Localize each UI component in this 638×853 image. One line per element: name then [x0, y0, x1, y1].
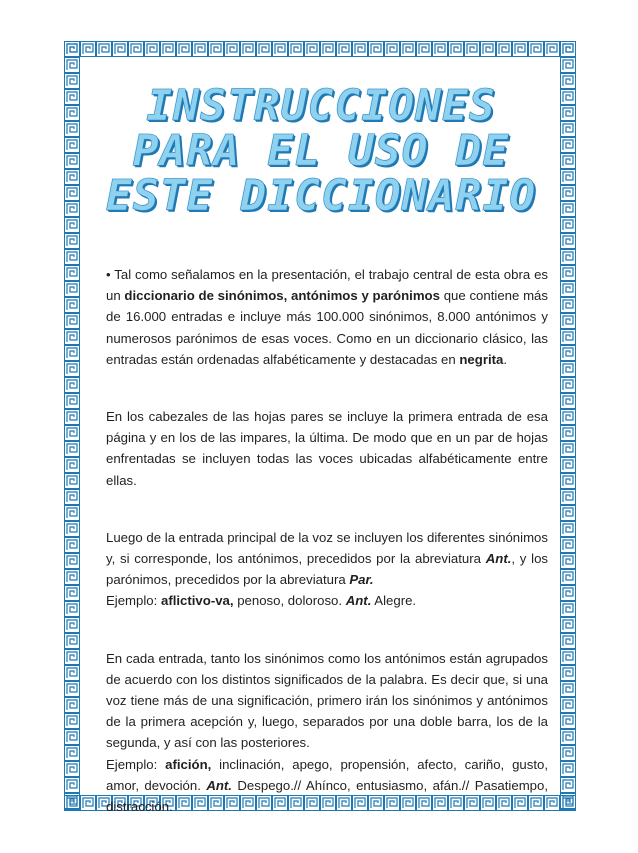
greek-key-border-top: [64, 41, 576, 57]
example-word: aflictivo-va,: [160, 593, 234, 609]
page-title: [96, 81, 546, 221]
greek-key-border-right: [560, 41, 576, 811]
text-run: Tal como señalamos en la presentación, el trabajo central de esta obra es un: [106, 267, 548, 304]
title-line-3: ESTE DICCIONARIO: [105, 171, 537, 221]
text-run: En cada entrada, tanto los sinónimos como los antónimos están agrupados de acuerdo con los distintos significados de la palabra. Es decir que, si una voz tiene más de una significación, primero irán los sinónimos y antónimos de la primera acepción y, luego, separados por una doble barra, los de la segunda, y así con las posteriores.: [106, 650, 548, 751]
text-run: inclinación, apego, propensión, afecto, cariño, gusto, amor, devoción.: [106, 756, 548, 793]
text-run: que contiene más de 16.000 entradas e incluye más 100.000 sinónimos, 8.000 antónimos y numerosos parónimos de esas voces. Como en un diccionario clásico, las entradas están ordenadas alfabéticamente y destacadas en: [106, 288, 548, 367]
paragraph-intro: [106, 264, 548, 370]
abbrev-ant: Ant.: [345, 593, 372, 609]
example-label: Ejemplo:: [106, 593, 161, 609]
text-run: Luego de la entrada principal de la voz se incluyen los diferentes sinónimos y, si corresponde, los antónimos, precedidos por la abreviatura: [106, 529, 548, 567]
abbrev-ant: Ant.: [485, 551, 512, 567]
greek-key-border-left: [64, 41, 80, 811]
text-run: .: [503, 351, 508, 367]
abbrev-ant: Ant.: [206, 777, 232, 793]
instructions-body: [106, 264, 548, 853]
title-line-1: INSTRUCCIONES: [146, 81, 496, 131]
abbrev-par: Par.: [349, 572, 374, 588]
text-run: penoso, doloroso.: [233, 593, 346, 609]
bold-word: negrita: [459, 351, 504, 367]
title-line-2: PARA EL USO DE: [132, 126, 510, 176]
paragraph-synonyms: [106, 527, 548, 612]
paragraph-meanings: [106, 648, 548, 818]
paragraph-headers: En los cabezales de las hojas pares se incluye la primera entrada de esa página y en los de las impares, la última. De modo que en un par de hojas enfrentadas se incluyen todas las voces ubicadas alfabéticamente entre ellas.: [106, 409, 548, 488]
example-label: Ejemplo:: [106, 756, 166, 772]
text-run: Alegre.: [371, 593, 417, 609]
example-word: afición,: [165, 756, 212, 772]
text-run: Despego.// Ahínco, entusiasmo, afán.// Pasatiempo, distracción.: [106, 777, 549, 815]
bullet: •: [106, 267, 111, 282]
bold-phrase: diccionario de sinónimos, antónimos y parónimos: [124, 288, 440, 304]
text-run: , y los parónimos, precedidos por la abreviatura: [106, 551, 548, 588]
